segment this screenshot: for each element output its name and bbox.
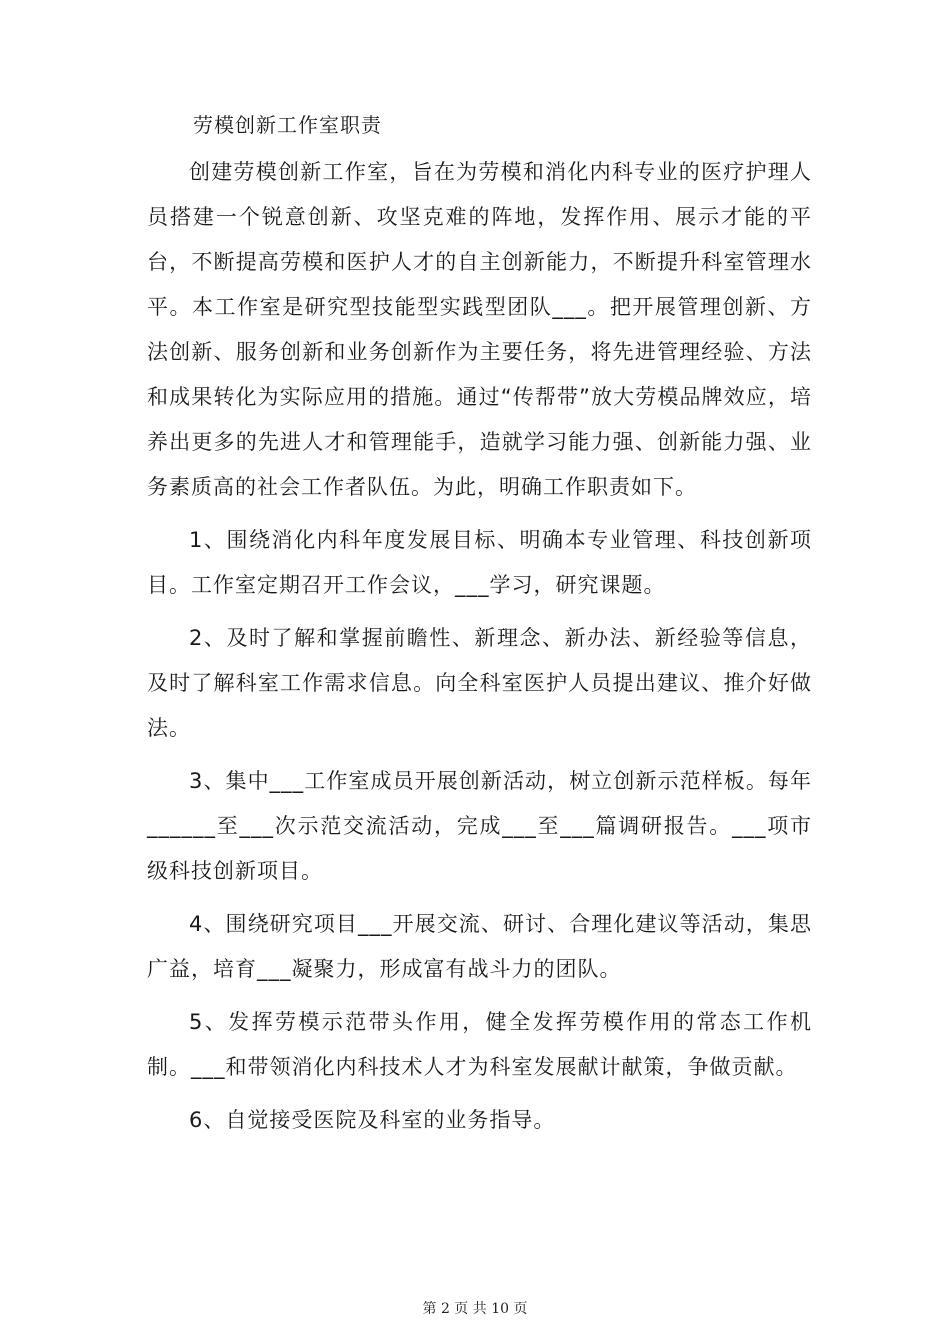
duty-item-5: 5、发挥劳模示范带头作用，健全发挥劳模作用的常态工作机制。___和带领消化内科技术人才为科室发展献计献策，争做贡献。 bbox=[147, 1010, 812, 1079]
duty-item-4: 4、围绕研究项目___开展交流、研讨、合理化建议等活动，集思广益，培育___凝聚力，形成富有战斗力的团队。 bbox=[147, 912, 812, 981]
document-title: 劳模创新工作室职责 bbox=[193, 113, 382, 137]
duty-item-2: 2、及时了解和掌握前瞻性、新理念、新办法、新经验等信息，及时了解科室工作需求信息。向全科室医护人员提出建议、推介好做法。 bbox=[147, 626, 812, 740]
duty-item-6: 6、自觉接受医院及科室的业务指导。 bbox=[189, 1108, 556, 1132]
intro-paragraph: 创建劳模创新工作室，旨在为劳模和消化内科专业的医疗护理人员搭建一个锐意创新、攻坚克难的阵地，发挥作用、展示才能的平台，不断提高劳模和医护人才的自主创新能力，不断提升科室管理水平。本工作室是研究型技能型实践型团队___。把开展管理创新、方法创新、服务创新和业务创新作为主要任务，将先进管理经验、方法和成果转化为实际应用的措施。通过“传帮带”放大劳模品牌效应，培养出更多的先进人才和管理能手，造就学习能力强、创新能力强、业务素质高的社会工作者队伍。为此，明确工作职责如下。 bbox=[147, 160, 812, 499]
page-number-footer: 第 2 页 共 10 页 bbox=[422, 1301, 528, 1317]
duty-item-1: 1、围绕消化内科年度发展目标、明确本专业管理、科技创新项目。工作室定期召开工作会议，___学习，研究课题。 bbox=[147, 528, 812, 597]
document-body bbox=[147, 108, 812, 1151]
duty-item-3: 3、集中___工作室成员开展创新活动，树立创新示范样板。每年______至___次示范交流活动，完成___至___篇调研报告。___项市级科技创新项目。 bbox=[147, 769, 812, 883]
